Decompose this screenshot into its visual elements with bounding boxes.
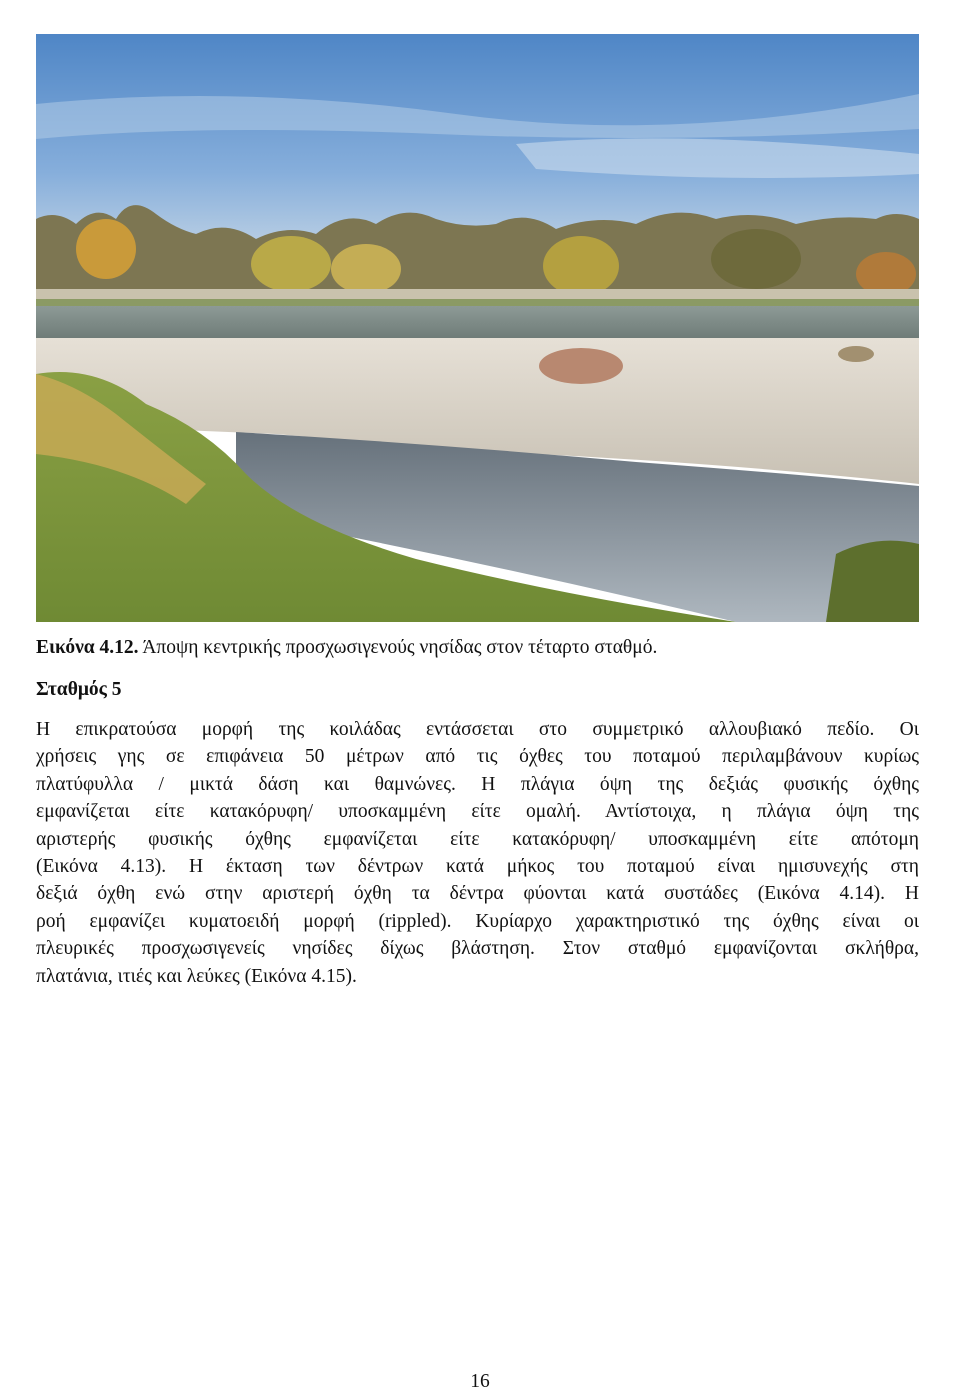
body-line: πλευρικές προσχωσιγενείς νησίδες δίχως βλάστηση. Στον σταθμό εμφανίζονται σκλήθρα, [36,938,919,960]
body-line: αριστερής φυσικής όχθης εμφανίζεται είτε κατακόρυφη/ υποσκαμμένη είτε απότομη [36,828,919,850]
figure-caption-label: Εικόνα 4.12. [36,637,139,658]
section-heading: Σταθμός 5 [36,679,122,700]
figure-caption-text: Άποψη κεντρικής προσχωσιγενούς νησίδας στον τέταρτο σταθμό. [138,637,658,658]
body-line: χρήσεις γης σε επιφάνεια 50 μέτρων από τις όχθες του ποταμού περιλαμβάνουν κυρίως [36,746,919,768]
body-line: ροή εμφανίζει κυματοειδή μορφή (rippled). Κυρίαρχο χαρακτηριστικό της όχθης είναι οι [36,910,919,932]
body-paragraph [36,716,919,990]
body-line: (Εικόνα 4.13). Η έκταση των δέντρων κατά μήκος του ποταμού είναι ημισυνεχής στη [36,855,919,877]
body-line: Η επικρατούσα μορφή της κοιλάδας εντάσσεται στο συμμετρικό αλλουβιακό πεδίο. Οι [36,719,919,740]
body-line: πλατύφυλλα / μικτά δάση και θαμνώνες. Η πλάγια όψη της δεξιάς φυσικής όχθης [36,773,919,795]
body-line: πλατάνια, ιτιές και λεύκες (Εικόνα 4.15). [36,965,357,987]
river-photo [36,34,919,622]
body-line: δεξιά όχθη ενώ στην αριστερή όχθη τα δέντρα φύονται κατά συστάδες (Εικόνα 4.14). Η [36,883,919,905]
body-line: εμφανίζεται είτε κατακόρυφη/ υποσκαμμένη είτε ομαλή. Αντίστοιχα, η πλάγια όψη της [36,801,919,823]
page-number: 16 [470,1371,490,1392]
figure-caption [36,634,919,662]
